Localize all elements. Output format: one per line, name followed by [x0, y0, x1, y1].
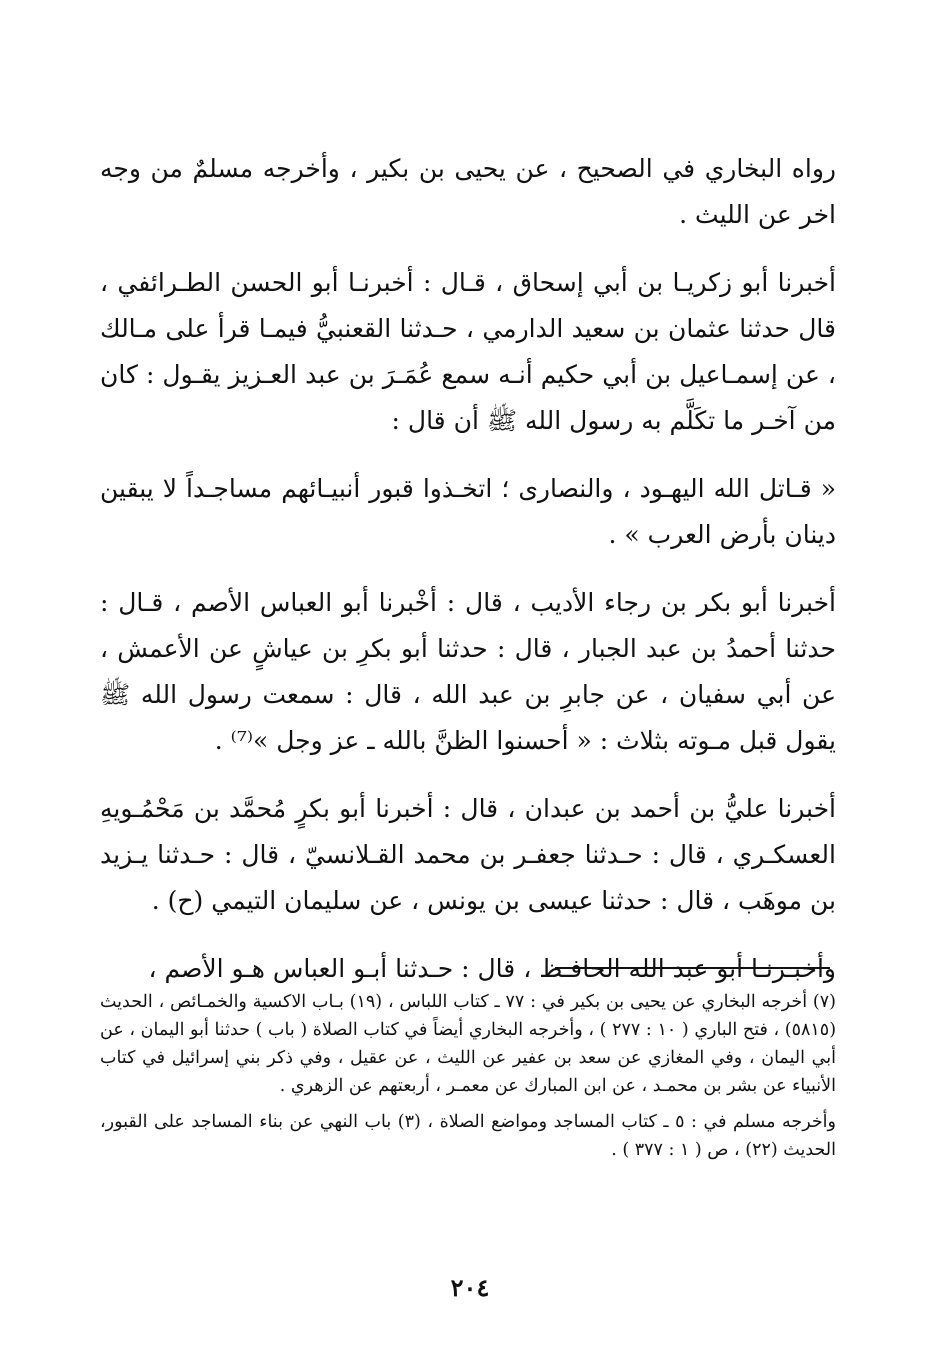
paragraph-5: أخبرنا عليُّ بن أحمد بن عبدان ، قال : أخبرنا أبو بكرٍ مُحمَّد بن مَحْمُـويهِ العسكـري ، قال : حـدثنا جعفـر بن محمد القـلانسيّ ، قال : حـدثنا يـزيد بن موهَب ، قال : حدثنا عيسى بن يونس ، عن سليمان التيمي (ح) .	[100, 794, 836, 915]
paragraph-3: « قـاتل الله اليهـود ، والنصارى ؛ اتخـذوا قبور أنبيـائهم مساجـداً لا يبقين دينان بأرض العرب » .	[100, 474, 836, 549]
main-text	[100, 146, 836, 992]
footnote-divider	[555, 967, 830, 969]
footnote-continuation: وأخرجه مسلم في : ٥ ـ كتاب المساجد ومواضع الصلاة ، (٣) باب النهي عن بناء المساجد على القبور، الحديث (٢٢) ، ص ( ١ : ٣٧٧ ) .	[100, 1112, 836, 1160]
footnotes	[100, 988, 836, 1172]
footnote-7: (٧) أخرجه البخاري عن يحيى بن بكير في : ٧٧ ـ كتاب اللباس ، (١٩) بـاب الاكسية والخمـائص ، الحديث (٥٨١٥) ، فتح الباري ( ١٠ : ٢٧٧ ) ، وأخرجه البخاري أيضاً في كتاب الصلاة ( باب ) حدثنا أبو اليمان ، عن أبي اليمان ، وفي المغازي عن سعد بن عفير عن الليث ، عن عقيل ، وفي ذكر بني إسرائيل في كتاب الأنبياء عن بشر بن محمـد ، عن ابن المبارك عن معمـر ، أربعتهم عن الزهري .	[100, 992, 837, 1096]
paragraph-1: رواه البخاري في الصحيح ، عن يحيى بن بكير ، وأخرجه مسلمٌ من وجه اخر عن الليث .	[100, 154, 836, 229]
paragraph-2: أخبرنا أبو زكريـا بن أبي إسحاق ، قـال : أخبرنـا أبو الحسن الطـرائفي ، قال حدثنا عثمان بن سعيد الدارمي ، حـدثنا القعنبيُّ فيمـا قرأ على مـالك ، عن إسمـاعيل بن أبي حكيم أنـه سمع عُمَـرَ بن عبد العـزيز يقـول : كان من آخـر ما تكَلَّم به رسول الله ﷺ أن قال :	[100, 268, 836, 435]
paragraph-4: أخبرنا أبو بكر بن رجاء الأديب ، قال : أخْبرنا أبو العباس الأصم ، قـال : حدثنا أحمدُ بن عبد الجبار ، قال : حدثنا أبو بكرِ بن عياشٍ عن الأعمش ، عن أبي سفيان ، عن جابرِ بن عبد الله ، قال : سمعت رسول الله ﷺ يقول قبل مـوته بثلاث : « أحسنوا الظنَّ بالله ـ عز وجل »⁽⁷⁾ .	[100, 588, 836, 755]
page-number: ٢٠٤	[450, 1273, 490, 1302]
paragraph-6: وأخبـرنـا أبو عبد الله الحافـظ ، قال : حـدثنا أبـو العباس هـو الأصم ،	[148, 954, 836, 983]
